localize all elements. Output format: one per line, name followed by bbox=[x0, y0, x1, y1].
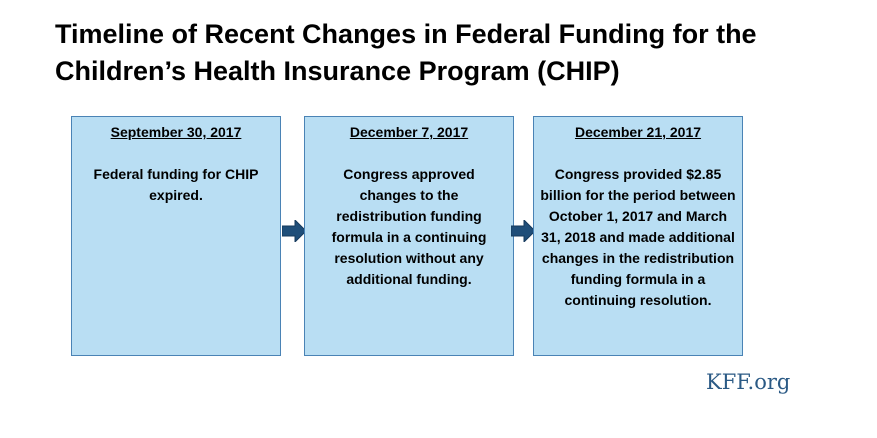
timeline-date: December 7, 2017 bbox=[349, 124, 469, 140]
page-title bbox=[55, 16, 855, 90]
timeline-box-dec-21 bbox=[533, 116, 743, 356]
timeline-box-sep-30 bbox=[71, 116, 281, 356]
right-arrow-icon bbox=[511, 220, 535, 242]
timeline-date: December 21, 2017 bbox=[574, 124, 702, 140]
timeline-text: Congress provided $2.85 billion for the period between October 1, 2017 and March 31, 2018 and made additional changes in the redistribution funding formula in a continuing resolution. bbox=[540, 166, 736, 308]
timeline-box-dec-7 bbox=[304, 116, 514, 356]
title-line-2: Children’s Health Insurance Program (CHIP) bbox=[55, 56, 620, 86]
timeline-text: Federal funding for CHIP expired. bbox=[93, 166, 259, 203]
timeline-date: September 30, 2017 bbox=[110, 124, 242, 140]
timeline-text: Congress approved changes to the redistribution funding formula in a continuing resolution without any additional funding. bbox=[331, 166, 487, 287]
kff-logo-text: KFF.org bbox=[706, 370, 791, 394]
title-line-1: Timeline of Recent Changes in Federal Funding for the bbox=[55, 19, 757, 49]
right-arrow-icon bbox=[282, 220, 306, 242]
